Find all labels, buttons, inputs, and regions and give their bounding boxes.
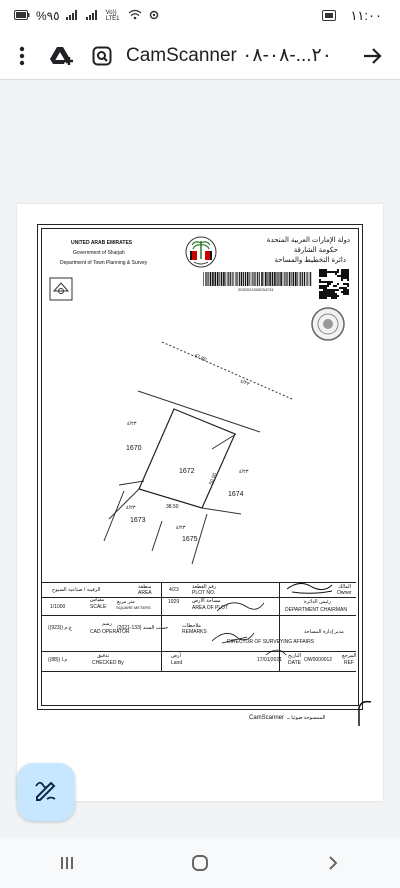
ref-value: OW0000012 [304,657,333,663]
area-label: AREA [138,590,152,596]
scale-value: 1/1000 [50,604,66,610]
dept-chairman-ar: رئيس الدائرة [304,599,331,605]
checked-by-label: CHECKED By [92,660,124,666]
dim-top: 47.80 [193,352,208,364]
remarks-label: REMARKS [182,629,207,635]
recents-icon[interactable] [47,843,87,883]
land-use-ar: أرض [171,653,181,659]
plot-certificate [37,224,363,710]
status-left [14,9,160,24]
camscanner-footer-ar: الممسوحة ضوئيا بـ [287,715,326,721]
header-en-3: Department of Town Planning & Survey [60,260,148,266]
home-icon[interactable] [180,843,220,883]
remarks-value: (2021-133) حسب السند [117,625,169,631]
date-value: 17/01/2021 [257,657,283,663]
header-en-2: Government of Sharjah [73,250,125,256]
checked-by-ar: تدقيق [97,653,110,659]
barcode-number: 2032021000034731 [238,287,274,292]
square-meters: SQUARE METERS [116,605,151,610]
scale-ar: مقياس [90,597,105,603]
share-arrow-icon[interactable] [352,36,392,76]
battery-percent: %٩٥ [36,9,60,23]
plot-1670: 1670 [126,445,142,452]
area-of-plot-label: AREA OF PLOT [192,605,229,611]
more-vert-icon[interactable] [2,36,42,76]
owner-label: Owner [337,590,352,596]
date-label: DATE [288,660,301,666]
dim-right: 50.00 [208,472,219,486]
header-en-1: UNITED ARAB EMIRATES [71,240,133,246]
ref-label: REF [344,660,354,666]
cad-operator-label: CAD OPERATOR [90,629,130,635]
network-label: Vo)) LTE1 [105,10,120,22]
document-title: CamScanner ٢٠...-٠٨-٠٨ [126,45,332,66]
cad-operator-ar: رسم [102,621,112,627]
screenshot-icon [322,9,336,24]
director-label: DIRECTOR OF SURVEYING AFFAIRS [227,639,315,645]
side-label-s: ٤/٢٣ [176,525,186,531]
status-right [322,8,382,24]
side-label-e: ٤/٢٣ [239,469,249,475]
edit-signature-icon [33,777,59,808]
dept-chairman: DEPARTMENT CHAIRMAN [285,607,347,613]
plot-no-value: 4/23 [169,587,179,593]
signal-icon [66,9,80,23]
road-label: ٤/٢٣ [239,378,251,388]
settings-icon [148,9,160,24]
cad-operator-value: ((923)) ع.م [48,625,72,631]
status-bar [0,0,400,32]
area-ar: منطقة [138,584,152,590]
plot-info-table [42,582,356,707]
header-ar-2: حكومة الشارقة [293,247,338,254]
plot-1672: 1672 [179,468,195,475]
plot-no-label: PLOT NO. [192,590,216,596]
system-nav-bar [0,838,400,888]
land-use-value: Land [171,660,183,666]
signatures [42,583,356,673]
header-ar-3: دائرة التخطيط والمساحة [274,257,346,264]
scanned-page[interactable] [17,204,383,801]
corner-mark [353,698,373,728]
plot-1673: 1673 [130,517,146,524]
clock: ١١:٠٠ [350,8,382,23]
app-bar [0,32,400,80]
remarks-ar: ملاحظات [182,623,202,629]
document-viewer[interactable] [0,80,400,837]
battery-icon [14,9,30,23]
dim-bottom: 38.50 [166,504,179,510]
plot-no-ar: رقم القطعة [192,584,217,590]
wifi-icon [128,9,142,23]
checked-by-value: ((88)) م.ا [48,657,68,663]
back-icon[interactable] [313,843,353,883]
side-label-sw: ٤/٢٣ [126,505,136,511]
owner-ar: المالك [338,584,352,590]
camscanner-footer: CamScanner [249,715,285,721]
director-ar: مدير إدارة المساحة [304,629,344,635]
side-label-w: ٤/٢٣ [127,421,137,427]
plot-1674: 1674 [228,491,244,498]
add-to-drive-icon[interactable] [42,36,82,76]
ref-ar: المرجع [342,653,357,659]
lens-search-icon[interactable] [82,36,122,76]
signal-icon-2 [86,9,100,23]
scale-label: SCALE [90,604,107,610]
area-of-plot-ar: مساحة الأرض [192,598,221,604]
square-meters-ar: متر مربع [117,599,135,605]
sign-fab-button[interactable] [17,763,75,821]
certificate-frame [41,228,359,706]
header-ar-1: دولة الإمارات العربية المتحدة [266,237,350,244]
date-ar: التاريخ [288,653,301,659]
area-value: الرقيبة / صناعية السيوح [52,587,101,593]
plot-1675: 1675 [182,536,198,543]
area-of-plot-value: 1929 [168,599,180,605]
